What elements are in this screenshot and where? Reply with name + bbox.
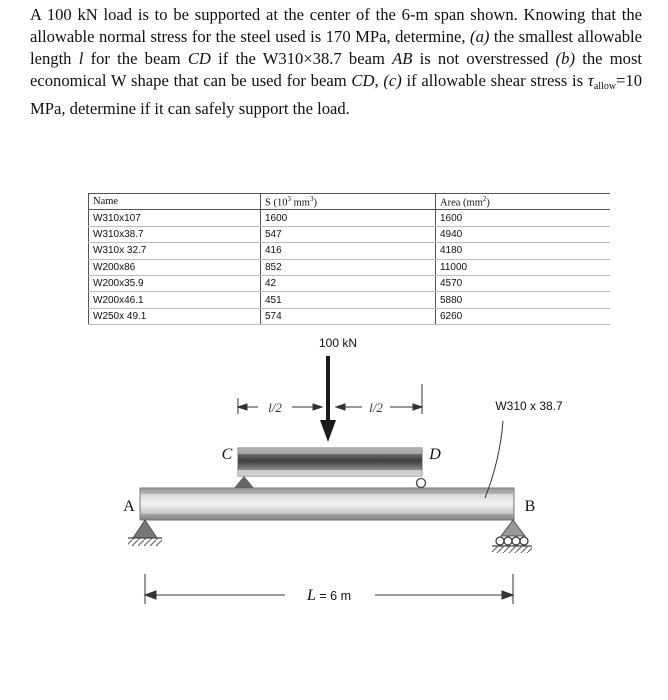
point-b-label: B [524,498,536,515]
problem-statement: A 100 kN load is to be supported at the center of the 6-m span shown. Knowing that the allowable normal stress for the steel used is 170 MPa, determine, (a) the smallest allowable length l for the beam CD if the W310×38.7 beam AB is not overstressed (b) the most economical W shape that can be used for beam CD, (c) if allowable shear stress is $\tau_{allow}=10$ MPa, determine if it can safely support the load. [30,5,643,118]
beam-cd [238,448,422,476]
beam-ab [140,488,514,520]
cell-name: W200x35.9 [89,275,261,291]
point-a-label: A [123,498,135,515]
header-name: Name [89,194,261,210]
cell-area: 5880 [436,292,611,308]
cell-s: 547 [261,226,436,242]
cell-area: 6260 [436,308,611,324]
span-value: = 6 m [315,589,351,603]
load-label: 100 kN [318,336,358,350]
half-length-right-label: l/2 [369,400,383,415]
point-d-label: D [429,446,441,463]
cell-name: W200x86 [89,259,261,275]
span-l-symbol: L [307,587,316,604]
support-d [417,479,426,488]
cell-s: 416 [261,243,436,259]
beam-label-leader [485,421,503,498]
cell-area: 11000 [436,259,611,275]
support-c [234,476,254,488]
cell-s: 42 [261,275,436,291]
support-a [128,520,162,546]
cell-name: W310x 32.7 [89,243,261,259]
cell-area: 4180 [436,243,611,259]
cell-name: W250x 49.1 [89,308,261,324]
cell-area: 4940 [436,226,611,242]
beam-ab-size-label: W310 x 38.7 [495,399,563,413]
cell-name: W200x46.1 [89,292,261,308]
half-length-left-label: l/2 [268,400,282,415]
header-section-modulus: S ($10^3$ $mm^3$) [261,194,436,210]
cell-s: 574 [261,308,436,324]
support-b [492,520,532,553]
cell-name: W310x38.7 [89,226,261,242]
header-area: Area $(mm^2)$ [436,194,611,210]
span-label [306,587,351,604]
cell-area: 1600 [436,210,611,226]
load-arrow [320,356,336,442]
cell-area: 4570 [436,275,611,291]
point-c-label: C [221,446,233,463]
cell-name: W310x107 [89,210,261,226]
cell-s: 1600 [261,210,436,226]
cell-s: 852 [261,259,436,275]
cell-s: 451 [261,292,436,308]
